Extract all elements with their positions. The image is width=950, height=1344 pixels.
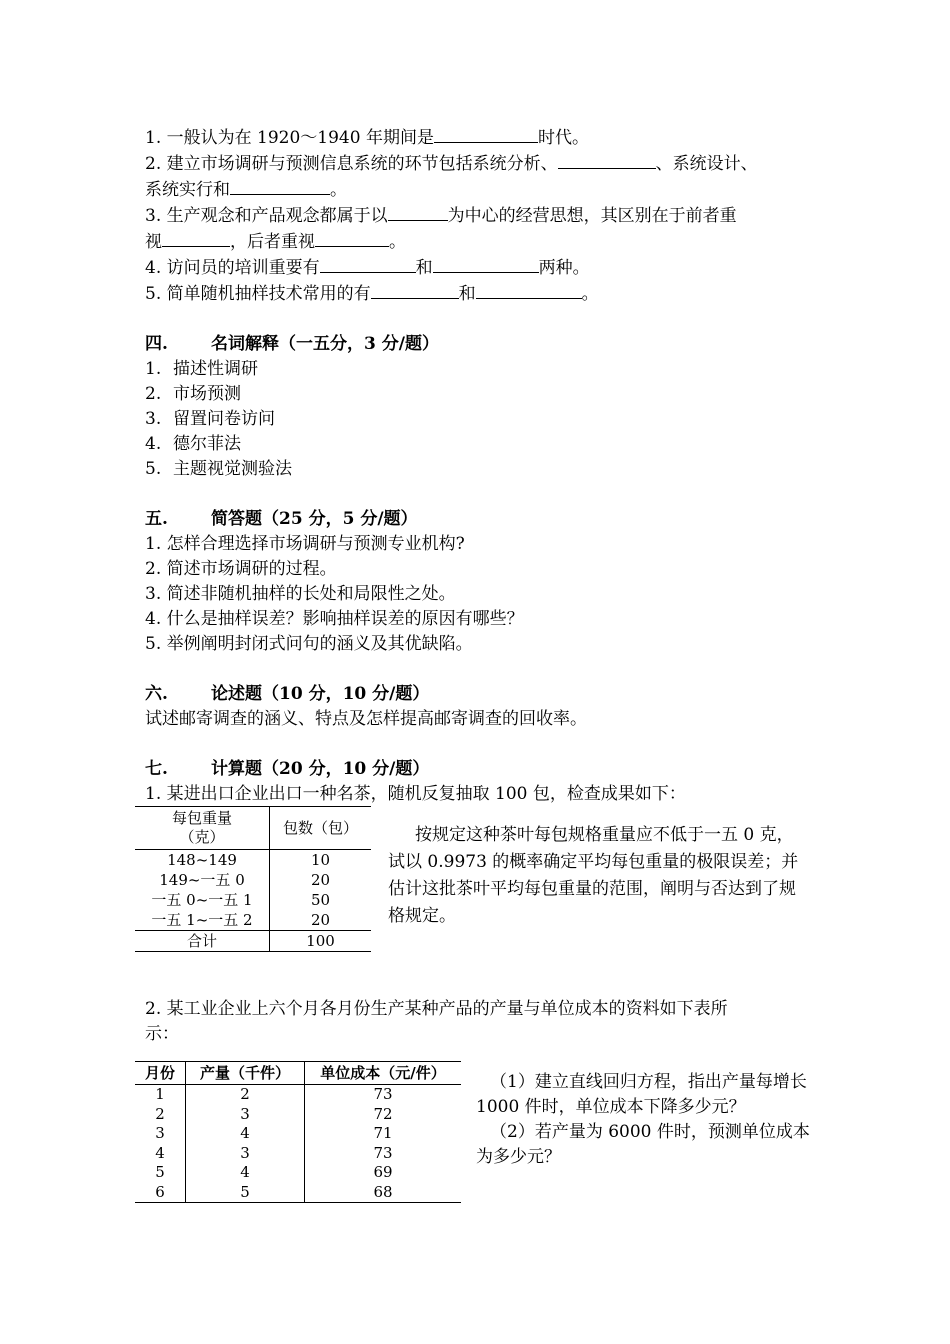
- item-number: 4.: [145, 434, 162, 454]
- question-text: 。: [581, 284, 599, 304]
- question-text: 1. 一般认为在 1920～1940 年期间是: [145, 128, 434, 148]
- section-5-heading: [145, 507, 825, 532]
- month-cell: 2: [135, 1105, 186, 1125]
- question-text: 为中心的经营思想，其区别在于前者重: [447, 206, 737, 226]
- item-text: 描述性调研: [173, 359, 258, 379]
- output-cell: 5: [186, 1183, 305, 1203]
- count-cell: 50: [310, 891, 331, 909]
- question-text: 2. 建立市场调研与预测信息系统的环节包括系统分析、: [145, 154, 558, 174]
- section-6-number: 六.: [145, 684, 168, 704]
- tea-weight-table: [135, 806, 371, 952]
- answer-blank: [388, 203, 448, 221]
- answer-blank: [476, 281, 582, 299]
- item-number: 2.: [145, 384, 162, 404]
- fill-blank-line: [145, 255, 825, 281]
- output-cell: 4: [186, 1163, 305, 1183]
- list-item: [145, 382, 825, 407]
- weight-cell: 一五 0~一五 1: [135, 890, 270, 910]
- list-item: 5. 举例阐明封闭式问句的涵义及其优缺陷。: [145, 634, 473, 654]
- exam-page: [145, 125, 825, 807]
- table-row: [135, 1085, 461, 1105]
- count-cell: 20: [310, 911, 331, 929]
- table-row: [135, 1105, 461, 1125]
- total-value: 100: [306, 932, 335, 950]
- question-text: 。: [330, 180, 347, 200]
- question-2-text: [145, 997, 835, 1047]
- table-row: [135, 1183, 461, 1203]
- question-text: 4. 访问员的培训重要有: [145, 258, 320, 278]
- total-label: 合计: [135, 931, 270, 952]
- unit-cost-cell: 68: [373, 1182, 393, 1201]
- section-4-number: 四.: [145, 334, 168, 354]
- list-item: [145, 457, 825, 482]
- unit-cost-column-header: 单位成本（元/件）: [320, 1064, 446, 1082]
- output-cell: 3: [186, 1105, 305, 1125]
- weight-cell: 一五 1~一五 2: [135, 910, 270, 931]
- section-4-title: 名词解释（一五分，3 分/题）: [211, 334, 439, 354]
- fill-blank-line: [145, 281, 825, 307]
- table-total-row: [135, 931, 371, 952]
- question-text: ，后者重视: [230, 232, 315, 252]
- question-2-parts: [476, 1070, 812, 1170]
- weight-header-line1: 每包重量: [171, 809, 232, 827]
- month-cell: 3: [135, 1124, 186, 1144]
- question-text: 时代。: [537, 128, 589, 148]
- question-text: 。: [389, 232, 406, 252]
- output-cell: 4: [186, 1124, 305, 1144]
- item-number: 1.: [145, 359, 162, 379]
- list-item: 2. 简述市场调研的过程。: [145, 559, 337, 579]
- answer-blank: [371, 281, 459, 299]
- section-5-title: 简答题（25 分，5 分/题）: [211, 509, 418, 529]
- question-1-text: 1. 某进出口企业出口一种名茶，随机反复抽取 100 包，检查成果如下：: [145, 784, 686, 804]
- item-number: 5.: [145, 459, 162, 479]
- fill-in-blank-questions: [145, 125, 825, 307]
- question-2-part-1: （1）建立直线回归方程，指出产量每增长 1000 件时，单位成本下降多少元？: [476, 1072, 807, 1117]
- section-6-heading: [145, 682, 825, 707]
- count-cell: 20: [310, 871, 331, 889]
- month-cell: 6: [135, 1183, 186, 1203]
- item-text: 留置问卷访问: [173, 409, 275, 429]
- item-number: 3.: [145, 409, 162, 429]
- fill-blank-line: [145, 125, 825, 151]
- fill-blank-line: [145, 151, 825, 177]
- output-cell: 3: [186, 1144, 305, 1164]
- table-row: [135, 1124, 461, 1144]
- fill-blank-line: [145, 177, 825, 203]
- tea-weight-table-wrapper: [135, 806, 371, 952]
- list-item: [145, 357, 825, 382]
- answer-blank: [320, 255, 416, 273]
- list-item: 3. 简述非随机抽样的长处和局限性之处。: [145, 584, 456, 604]
- unit-cost-cell: 73: [373, 1143, 393, 1162]
- count-column-header: 包数（包）: [282, 818, 358, 837]
- answer-blank: [433, 255, 539, 273]
- question-2-line2: 示：: [145, 1024, 179, 1044]
- answer-blank: [558, 151, 656, 169]
- item-text: 市场预测: [173, 384, 241, 404]
- list-item: [145, 432, 825, 457]
- section-7-heading: [145, 757, 825, 782]
- question-2-part-2: （2）若产量为 6000 件时，预测单位成本为多少元？: [476, 1122, 810, 1167]
- answer-blank: [434, 125, 538, 143]
- question-text: 视: [145, 232, 162, 252]
- section-7-title: 计算题（20 分，10 分/题）: [211, 759, 430, 779]
- list-item: [145, 407, 825, 432]
- weight-header-line2: （克）: [179, 828, 225, 846]
- month-column-header: 月份: [135, 1062, 186, 1085]
- fill-blank-line: [145, 229, 825, 255]
- table-row: [135, 1144, 461, 1164]
- output-cell: 2: [186, 1085, 305, 1105]
- month-cell: 1: [135, 1085, 186, 1105]
- table-row: [135, 1163, 461, 1183]
- list-item: 4. 什么是抽样误差？影响抽样误差的原因有哪些？: [145, 609, 524, 629]
- weight-cell: 148~149: [135, 850, 270, 871]
- table-row: [135, 910, 371, 931]
- question-1-description: 按规定这种茶叶每包规格重量应不低于一五 0 克，试以 0.9973 的概率确定平均每包重量的极限误差；并估计这批茶叶平均每包重量的范围，阐明与否达到了规格规定。: [388, 825, 799, 926]
- question-text: 3. 生产观念和产品观念都属于以: [145, 206, 388, 226]
- count-cell: 10: [310, 851, 331, 869]
- unit-cost-cell: 72: [373, 1104, 393, 1123]
- month-cell: 4: [135, 1144, 186, 1164]
- question-text: 和: [458, 284, 476, 304]
- production-cost-table: [135, 1061, 461, 1203]
- question-text: 5. 简单随机抽样技术常用的有: [145, 284, 371, 304]
- output-column-header: 产量（千件）: [186, 1062, 305, 1085]
- item-text: 主题视觉测验法: [173, 459, 292, 479]
- answer-blank: [230, 177, 330, 195]
- section-7-number: 七.: [145, 759, 168, 779]
- table-header-row: [135, 1062, 461, 1085]
- section-5-number: 五.: [145, 509, 168, 529]
- unit-cost-cell: 73: [373, 1085, 393, 1103]
- weight-cell: 149~一五 0: [135, 870, 270, 890]
- section-6-title: 论述题（10 分，10 分/题）: [211, 684, 430, 704]
- month-cell: 5: [135, 1163, 186, 1183]
- table-row: [135, 850, 371, 871]
- item-text: 德尔菲法: [173, 434, 241, 454]
- question-text: 两种。: [538, 258, 590, 278]
- table-header-row: [135, 807, 371, 850]
- question-2-line1: 2. 某工业企业上六个月各月份生产某种产品的产量与单位成本的资料如下表所: [145, 999, 728, 1019]
- question-text: 和: [415, 258, 433, 278]
- unit-cost-cell: 69: [373, 1163, 393, 1181]
- answer-blank: [162, 229, 230, 247]
- weight-column-header: [135, 807, 270, 850]
- list-item: 1. 怎样合理选择市场调研与预测专业机构?: [145, 534, 465, 554]
- section-4-heading: [145, 332, 825, 357]
- answer-blank: [315, 229, 389, 247]
- table-row: [135, 890, 371, 910]
- fill-blank-line: [145, 203, 825, 229]
- question-text: 、系统设计、: [655, 154, 758, 174]
- unit-cost-cell: 71: [373, 1124, 393, 1142]
- table-row: [135, 870, 371, 890]
- question-text: 系统实行和: [145, 180, 230, 200]
- section-6-question: 试述邮寄调查的涵义、特点及怎样提高邮寄调查的回收率。: [145, 709, 587, 729]
